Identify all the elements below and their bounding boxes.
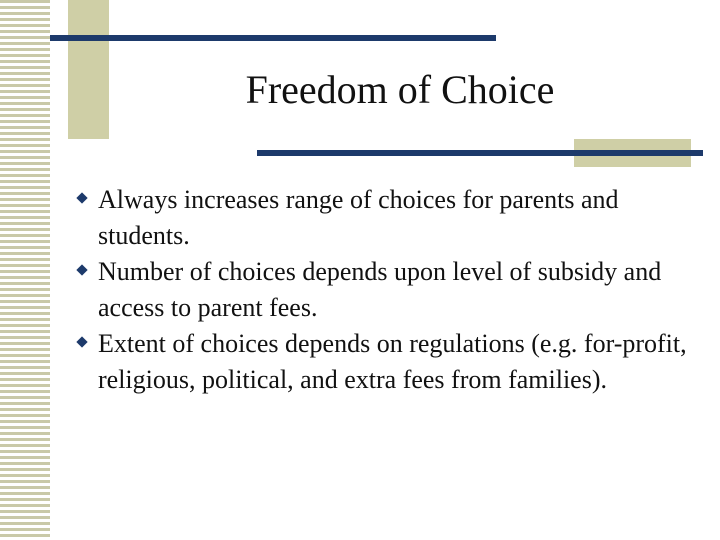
bullet-item <box>78 326 703 398</box>
bullet-text: Extent of choices depends on regulations (e.g. for-profit, religious, political, and extra fees from families). <box>98 329 687 394</box>
diamond-bullet-icon <box>76 192 87 203</box>
bullet-text: Number of choices depends upon level of subsidy and access to parent fees. <box>98 257 662 322</box>
diamond-bullet-icon <box>76 264 87 275</box>
bullet-item <box>78 182 703 254</box>
slide-title: Freedom of Choice <box>245 67 555 112</box>
bullet-list <box>78 182 703 398</box>
bullet-item <box>78 254 703 326</box>
diamond-bullet-icon <box>76 336 87 347</box>
title-bottom-rule <box>257 150 703 156</box>
title-top-rule <box>50 35 496 41</box>
left-decorative-strip <box>0 0 50 540</box>
accent-block-top <box>68 0 109 139</box>
bullet-text: Always increases range of choices for parents and students. <box>98 185 619 250</box>
